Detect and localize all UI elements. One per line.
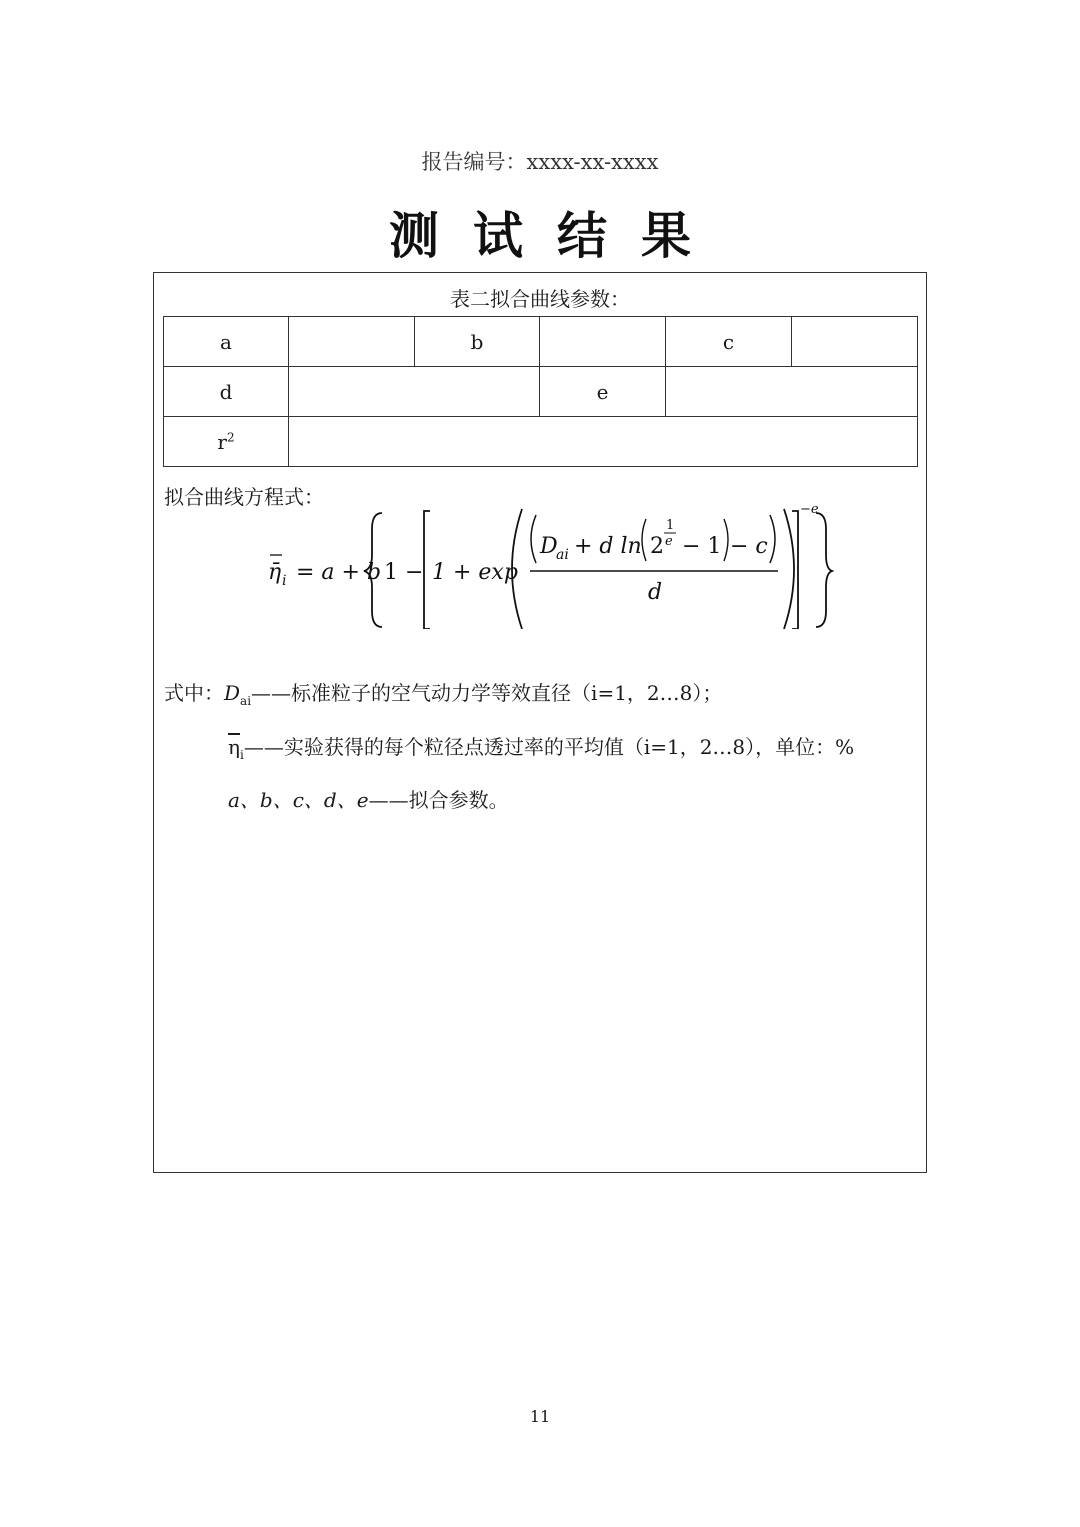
eq-denominator: d [648, 580, 663, 605]
eq-num-mid: + d ln [574, 534, 642, 559]
table-row [164, 317, 918, 367]
param-r2-label [164, 417, 289, 467]
table-row [164, 367, 918, 417]
eq-outer-exponent: −e [800, 502, 819, 517]
param-c-label: c [666, 317, 792, 367]
r2-base: r [217, 429, 227, 454]
exp-right-paren [784, 509, 794, 629]
param-e-label: e [540, 367, 666, 417]
note-prefix: 式中： [164, 681, 224, 705]
eta-description: ——实验获得的每个粒径点透过率的平均值（i=1，2…8），单位：% [243, 735, 855, 759]
page-title: 测试结果 [389, 207, 725, 265]
right-square-bracket [792, 511, 798, 629]
num-left-paren [531, 515, 536, 563]
eq-lhs-sub: i [282, 573, 287, 589]
eta-subscript: i [239, 748, 244, 762]
eq-two: 2 [650, 534, 664, 559]
equation-label: 拟合曲线方程式： [164, 485, 324, 509]
eq-lhs: η̄ [268, 560, 282, 585]
params-symbols: a、b、c、d、e [228, 788, 369, 812]
note-dai [164, 677, 722, 708]
r2-superscript: 2 [226, 429, 235, 444]
note-eta [228, 731, 854, 762]
eq-num-d-sub: ai [556, 547, 569, 563]
dai-subscript: ai [240, 694, 252, 708]
eq-minus-c: − c [730, 534, 768, 559]
result-frame [153, 272, 927, 1173]
eq-exp-den: e [665, 534, 673, 549]
fit-parameters-table [163, 316, 918, 467]
param-a-label: a [164, 317, 289, 367]
right-curly-brace [816, 513, 832, 627]
param-c-value [792, 317, 918, 367]
fit-equation [254, 499, 834, 629]
eq-minus-one: − 1 [682, 534, 722, 559]
report-number: 报告编号：xxxx-xx-xxxx [421, 150, 659, 174]
dai-symbol: D [224, 681, 241, 705]
note-params [228, 784, 509, 813]
params-description: ——拟合参数。 [368, 788, 509, 812]
param-d-value [289, 367, 540, 417]
eta-symbol: $\overline{\eta}$ [228, 735, 240, 759]
param-d-label: d [164, 367, 289, 417]
eq-exp-num: 1 [666, 518, 675, 533]
left-square-bracket [424, 511, 430, 629]
table-caption: 表二拟合曲线参数： [450, 287, 630, 311]
ln-left-paren [642, 519, 646, 561]
eq-num-d: D [540, 534, 558, 559]
ln-right-paren [724, 519, 728, 561]
param-b-value [540, 317, 666, 367]
num-right-paren [770, 515, 775, 563]
eq-one-plus-exp: 1 + exp [432, 560, 518, 585]
param-e-value [666, 367, 918, 417]
page-number: 11 [529, 1407, 551, 1426]
eq-rhs-prefix: = a + b [296, 560, 382, 585]
eq-one-minus: 1 − [384, 560, 424, 585]
param-r2-value [289, 417, 918, 467]
dai-description: ——标准粒子的空气动力学等效直径（i=1，2…8）； [251, 681, 723, 705]
param-a-value [289, 317, 415, 367]
param-b-label: b [415, 317, 540, 367]
table-row [164, 417, 918, 467]
